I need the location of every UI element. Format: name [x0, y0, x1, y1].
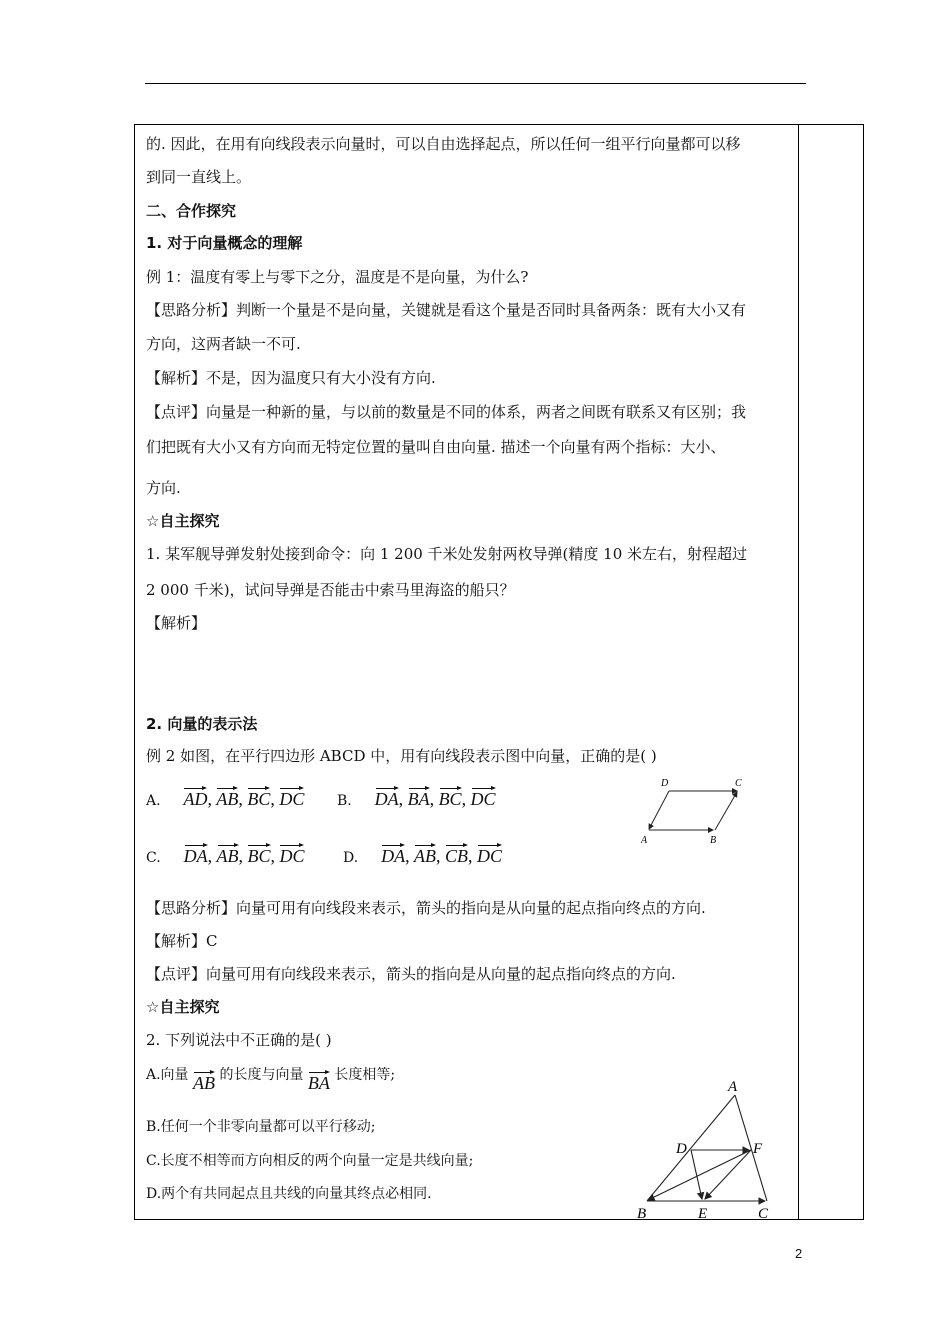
vector: DA — [381, 847, 405, 865]
question-text: 1. 某军舰导弹发射处接到命令：向 1 200 千米处发射两枚导弹(精度 10 米左右，射程超过 — [146, 545, 748, 563]
example-text: 例 2 如图，在平行四边形 ABCD 中，用有向线段表示图中向量，正确的是( ) — [146, 747, 657, 765]
vector: DA — [375, 790, 399, 808]
vertex-label-a: A — [641, 835, 648, 846]
option-letter: D. — [343, 850, 359, 866]
analysis-text: 【思路分析】向量可用有向线段来表示，箭头的指向是从向量的起点指向终点的方向. — [146, 899, 706, 917]
vector-fe — [705, 1150, 751, 1199]
vector-fb — [648, 1150, 751, 1200]
vector: DA — [184, 847, 208, 865]
vertex-label-e: E — [698, 1206, 708, 1221]
text-line: 的. 因此，在用有向线段表示向量时，可以自由选择起点，所以任何一组平行向量都可以移 — [146, 135, 741, 153]
text-line: 到同一直线上。 — [146, 168, 252, 186]
statement-text: 长度相等; — [334, 1067, 396, 1083]
column-divider — [798, 124, 799, 1220]
side-ab — [647, 1095, 735, 1201]
vector: AB — [193, 1074, 215, 1092]
section-heading: 二、合作探究 — [146, 202, 237, 220]
vector: BA — [308, 1074, 330, 1092]
vector: DC — [279, 847, 304, 865]
solution-text: 【解析】不是，因为温度只有大小没有方向. — [146, 369, 436, 387]
option-b: B. DA, BA, BC, DC — [337, 790, 496, 808]
vector: AB — [414, 847, 436, 865]
parallelogram-figure — [631, 773, 761, 849]
solution-text: 【解析】C — [146, 932, 218, 950]
statement-b: B.任何一个非零向量都可以平行移动; — [146, 1119, 376, 1135]
vertex-label-c: C — [735, 778, 742, 789]
vector: DC — [477, 847, 502, 865]
vector: AD — [183, 790, 207, 808]
vertex-label-d: D — [661, 778, 669, 789]
vector: DC — [279, 790, 304, 808]
self-study-heading: ☆自主探究 — [146, 998, 220, 1016]
analysis-text: 方向，这两者缺一不可. — [146, 335, 301, 353]
analysis-text: 【思路分析】判断一个量是不是向量，关键就是看这个量是否同时具备两条：既有大小又有 — [146, 301, 747, 319]
vector-da — [649, 791, 669, 829]
vector: CB — [445, 847, 468, 865]
question-text: 2. 下列说法中不正确的是( ) — [146, 1031, 332, 1049]
statement-d: D.两个有共同起点且共线的向量其终点必相同. — [146, 1186, 432, 1202]
statement-text: 的长度与向量 — [219, 1067, 304, 1083]
comment-text: 【点评】向量可用有向线段来表示，箭头的指向是从向量的起点指向终点的方向. — [146, 965, 676, 983]
vector-bc — [715, 792, 737, 830]
solution-label: 【解析】 — [146, 614, 207, 632]
statement-a — [146, 1064, 396, 1093]
comment-text: 【点评】向量是一种新的量，与以前的数量是不同的体系，两者之间既有联系又有区别；我 — [146, 403, 747, 421]
vector: BC — [247, 790, 270, 808]
side-ac — [735, 1095, 767, 1201]
comment-text: 方向. — [146, 479, 181, 497]
question-text: 2 000 千米)，试问导弹是否能击中索马里海盗的船只？ — [146, 581, 515, 599]
topic-heading: 2. 向量的表示法 — [146, 715, 258, 733]
vertex-label-c: C — [758, 1206, 769, 1221]
option-letter: B. — [337, 793, 352, 809]
vector: DC — [471, 790, 496, 808]
option-d: D. DA, AB, CB, DC — [343, 847, 502, 865]
header-rule — [145, 83, 806, 84]
page-number: 2 — [795, 1246, 803, 1261]
option-a: A. AD, AB, BC, DC — [146, 790, 304, 808]
vector: AB — [217, 847, 239, 865]
option-c: C. DA, AB, BC, DC — [146, 847, 304, 865]
vertex-label-f: F — [753, 1141, 763, 1157]
option-letter: C. — [146, 850, 161, 866]
option-letter: A. — [146, 793, 161, 809]
vector: BC — [439, 790, 462, 808]
vertex-label-d: D — [676, 1141, 687, 1157]
example-text: 例 1：温度有零上与零下之分，温度是不是向量，为什么? — [146, 268, 529, 286]
main-cell — [135, 125, 798, 1219]
vector: BA — [408, 790, 430, 808]
vertex-label-b: B — [637, 1206, 647, 1221]
vector: BC — [247, 847, 270, 865]
comment-text: 们把既有大小又有方向而无特定位置的量叫自由向量. 描述一个向量有两个指标：大小、 — [146, 438, 726, 456]
statement-c: C.长度不相等而方向相反的两个向量一定是共线向量; — [146, 1153, 474, 1169]
topic-heading: 1. 对于向量概念的理解 — [146, 234, 303, 252]
content-table — [134, 124, 864, 1220]
statement-text: A.向量 — [146, 1067, 189, 1083]
vertex-label-b: B — [710, 835, 717, 846]
self-study-heading: ☆自主探究 — [146, 512, 220, 530]
vector: AB — [216, 790, 238, 808]
triangle-figure — [631, 1078, 781, 1221]
vertex-label-a: A — [728, 1079, 738, 1095]
